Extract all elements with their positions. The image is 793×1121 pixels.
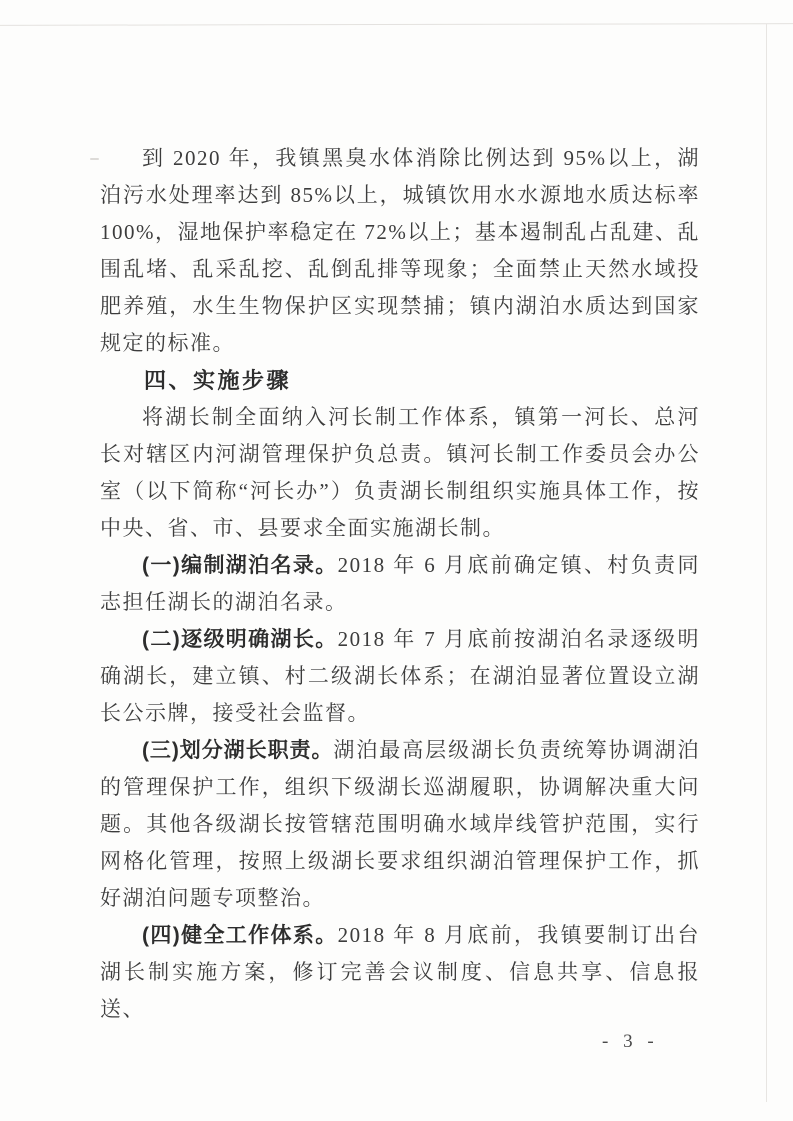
scan-edge-right — [766, 24, 767, 1102]
item-4-lead: (四)健全工作体系。 — [142, 924, 338, 947]
item-3-text: 湖泊最高层级湖长负责统筹协调湖泊的管理保护工作，组织下级湖长巡湖履职，协调解决重大问题。其他各级湖长按管辖范围明确水域岸线管护范围，实行网格化管理，按照上级湖长要求组织湖泊管理保护工作，抓好湖泊问题专项整治。 — [100, 738, 700, 910]
paragraph-overview: 将湖长制全面纳入河长制工作体系，镇第一河长、总河长对辖区内河湖管理保护负总责。镇河长制工作委员会办公室（以下简称“河长办”）负责湖长制组织实施具体工作，按中央、省、市、县要求全面实施湖长制。 — [100, 405, 700, 540]
item-3-lead: (三)划分湖长职责。 — [142, 739, 334, 762]
item-1-text: 2018 年 6 月底前确定镇、村负责同志担任湖长的湖泊名录。 — [100, 553, 700, 614]
scan-speck — [90, 158, 99, 160]
item-1-lead: (一)编制湖泊名录。 — [142, 554, 338, 577]
item-paragraph-3 — [100, 732, 700, 917]
item-2-lead: (二)逐级明确湖长。 — [142, 628, 338, 651]
scan-edge-top — [0, 23, 793, 26]
item-4-text: 2018 年 8 月底前，我镇要制订出台湖长制实施方案，修订完善会议制度、信息共享、信息报送、 — [100, 923, 700, 1021]
document-body — [100, 140, 700, 1028]
section-heading: 四、实施步骤 — [144, 368, 292, 393]
item-paragraph-4 — [100, 917, 700, 1028]
item-paragraph-1 — [100, 547, 700, 621]
page-number: - 3 - — [602, 1031, 659, 1052]
item-paragraph-2 — [100, 621, 700, 732]
item-2-text: 2018 年 7 月底前按湖泊名录逐级明确湖长，建立镇、村二级湖长体系；在湖泊显著位置设立湖长公示牌，接受社会监督。 — [100, 627, 700, 725]
paragraph-goals: 到 2020 年，我镇黑臭水体消除比例达到 95%以上，湖泊污水处理率达到 85%以上，城镇饮用水水源地水质达标率 100%，湿地保护率稳定在 72%以上；基本遏制乱占乱建、乱围乱堵、乱采乱挖、乱倒乱排等现象；全面禁止天然水域投肥养殖，水生生物保护区实现禁捕；镇内湖泊水质达到国家规定的标准。 — [100, 146, 700, 355]
